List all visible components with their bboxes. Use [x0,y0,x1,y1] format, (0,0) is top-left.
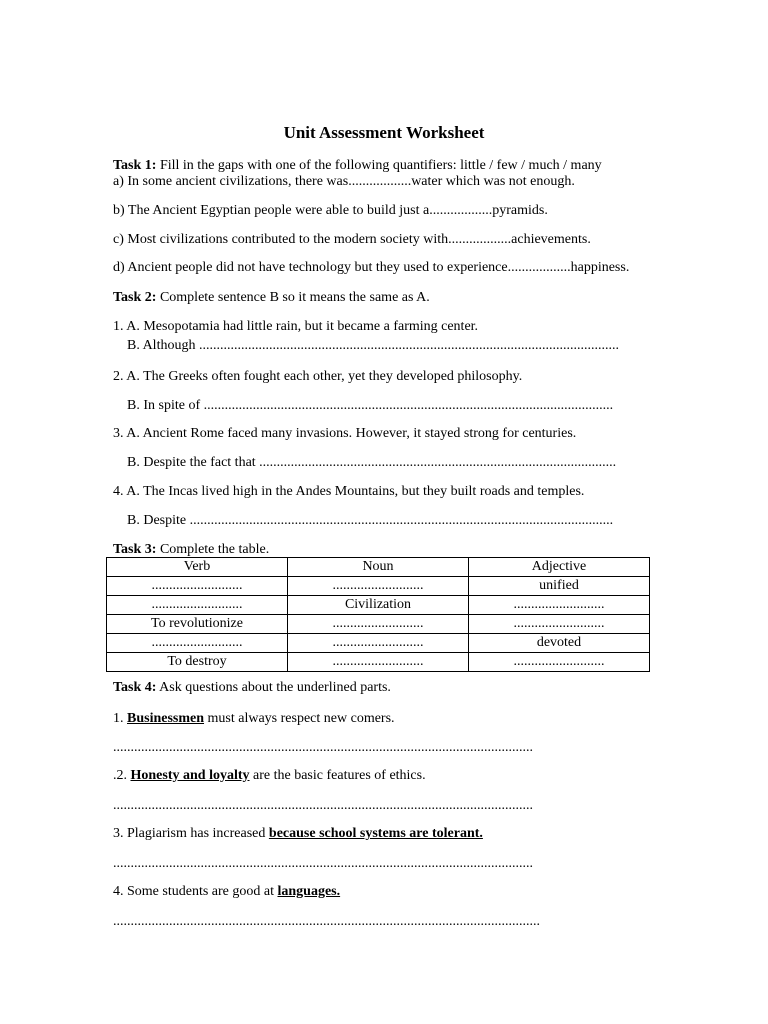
task4-item-4-underlined: languages. [277,884,341,899]
table-cell: .......................... [107,596,288,615]
task4-item-3-pre: 3. Plagiarism has increased [113,826,269,841]
task2-item-3-b: B. Despite the fact that ...................................................................................................... [127,455,617,470]
task2-item-4-a: 4. A. The Incas lived high in the Andes Mountains, but they built roads and temples. [113,484,585,499]
task4-header [113,679,391,697]
task2-item-3-a: 3. A. Ancient Rome faced many invasions. However, it stayed strong for centuries. [113,426,577,441]
task2-item-1-b: B. Although ........................................................................................................................ [127,338,619,353]
task2-instruction: Complete sentence B so it means the same as A. [156,290,430,305]
task2-item-4-b: B. Despite ......................................................................................................................... [127,513,614,528]
task1-label: Task 1: [113,158,157,173]
table-header-cell: Noun [288,558,469,577]
task2-item-1-a: 1. A. Mesopotamia had little rain, but it became a farming center. [113,319,479,334]
table-cell: .......................... [288,653,469,672]
task1-item-a: a) In some ancient civilizations, there was..................water which was not enough. [113,174,575,189]
table-row [107,653,650,672]
task4-item-3-underlined: because school systems are tolerant. [268,826,483,841]
task4-item-4 [113,883,340,901]
task4-item-1-underlined: Businessmen [127,711,205,726]
task4-label: Task 4: [113,680,157,695]
table-cell: devoted [469,634,650,653]
table-cell: .......................... [107,634,288,653]
table-cell: Civilization [288,596,469,615]
task3-label: Task 3: [113,542,157,557]
table-cell: unified [469,577,650,596]
task1-instruction: Fill in the gaps with one of the following quantifiers: little / few / much / many [156,158,602,173]
table-cell: To revolutionize [107,615,288,634]
task4-item-1-post: must always respect new comers. [204,711,395,726]
task4-item-2-underlined: Honesty and loyalty [130,768,250,783]
page-title: Unit Assessment Worksheet [283,123,485,142]
table-cell: .......................... [469,596,650,615]
table-header-cell: Verb [107,558,288,577]
table-row [107,634,650,653]
task4-item-2-pre: .2. [113,768,131,783]
task4-answer-line-4: .......................................................................................................................... [113,914,540,929]
task4-answer-line-3: ........................................................................................................................ [113,856,533,871]
task4-item-2-post: are the basic features of ethics. [249,768,426,783]
task2-item-2-b: B. In spite of ..................................................................................................................... [127,398,614,413]
table-cell: .......................... [469,615,650,634]
table-cell: .......................... [288,634,469,653]
table-header-cell: Adjective [469,558,650,577]
task3-instruction: Complete the table. [156,542,270,557]
table-row [107,596,650,615]
table-cell: .......................... [107,577,288,596]
task2-item-2-a: 2. A. The Greeks often fought each other, yet they developed philosophy. [113,369,523,384]
table-row [107,577,650,596]
table-cell: To destroy [107,653,288,672]
table-cell: .......................... [288,577,469,596]
task4-item-1-pre: 1. [113,711,127,726]
task4-item-1 [113,710,395,728]
task4-item-3 [113,825,483,843]
task4-item-2 [113,767,426,785]
table-row [107,615,650,634]
word-forms-table [106,557,650,672]
table-header-row [107,558,650,577]
task1-item-b: b) The Ancient Egyptian people were able to build just a..................pyramids. [113,203,548,218]
table-cell: .......................... [288,615,469,634]
task4-answer-line-1: ........................................................................................................................ [113,740,533,755]
table-cell: .......................... [469,653,650,672]
task2-header [113,289,430,307]
task4-instruction: Ask questions about the underlined parts. [156,680,391,695]
task2-label: Task 2: [113,290,157,305]
task4-answer-line-2: ........................................................................................................................ [113,798,533,813]
task4-item-4-pre: 4. Some students are good at [113,884,278,899]
task1-item-d: d) Ancient people did not have technology but they used to experience..................happiness. [113,260,630,275]
task1-item-c: c) Most civilizations contributed to the modern society with..................achievements. [113,232,591,247]
